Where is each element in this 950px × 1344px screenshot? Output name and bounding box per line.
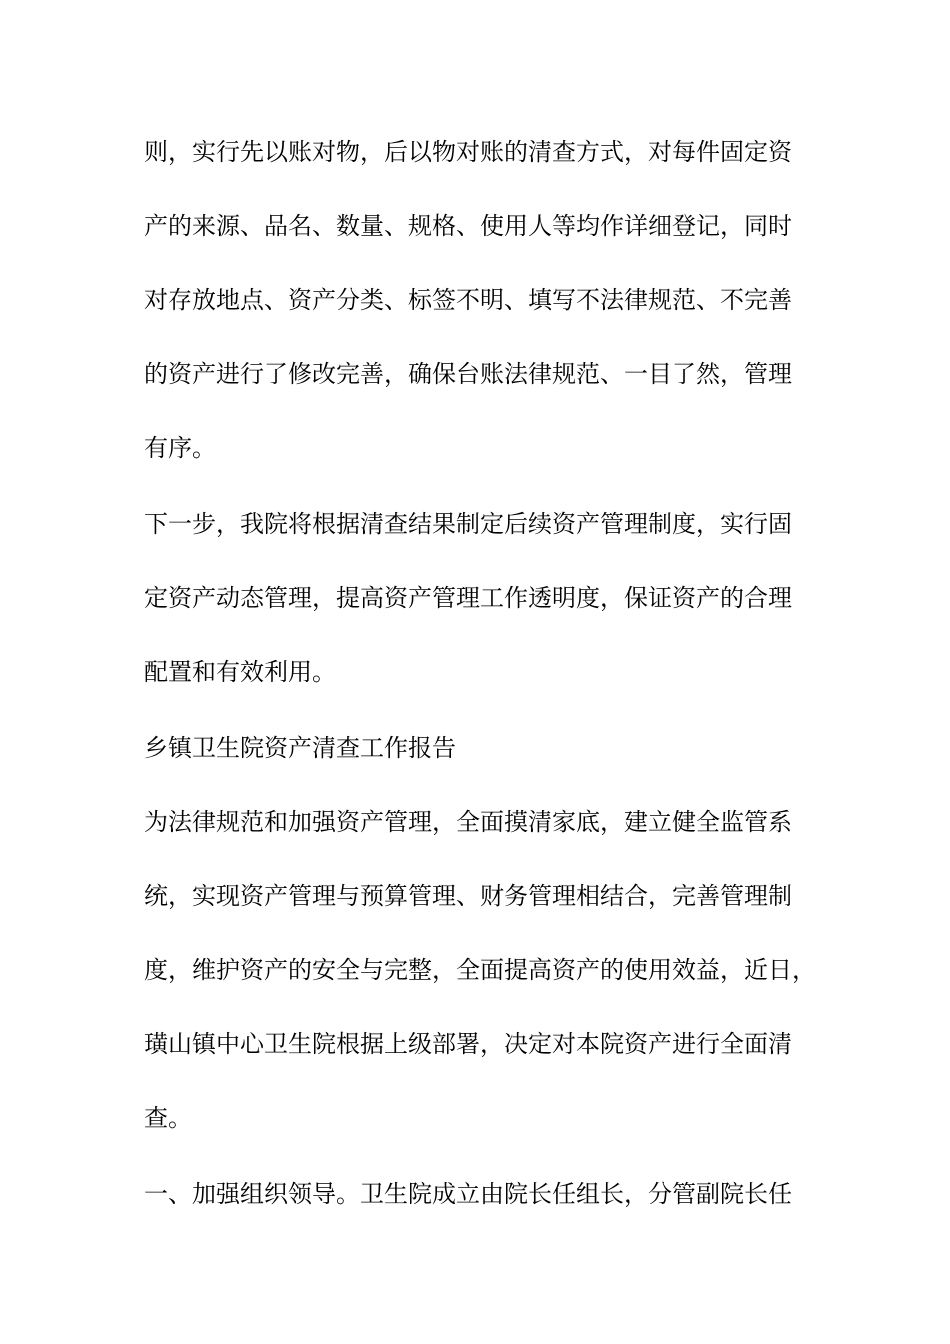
paragraph-1-line-5: 有序。 <box>144 434 216 462</box>
paragraph-3-line-1: 为法律规范和加强资产管理，全面摸清家底，建立健全监管系 <box>144 808 792 836</box>
paragraph-2-line-3: 配置和有效利用。 <box>144 658 336 686</box>
paragraph-3-line-3: 度，维护资产的安全与完整，全面提高资产的使用效益，近日， <box>144 956 816 984</box>
paragraph-3-line-4: 璜山镇中心卫生院根据上级部署，决定对本院资产进行全面清 <box>144 1030 792 1058</box>
paragraph-1-line-2: 产的来源、品名、数量、规格、使用人等均作详细登记，同时 <box>144 212 792 240</box>
paragraph-3-line-5: 查。 <box>144 1104 192 1132</box>
paragraph-4-line-1: 一、加强组织领导。卫生院成立由院长任组长，分管副院长任 <box>144 1180 792 1208</box>
paragraph-1-line-4: 的资产进行了修改完善，确保台账法律规范、一目了然，管理 <box>144 360 792 388</box>
paragraph-1-line-3: 对存放地点、资产分类、标签不明、填写不法律规范、不完善 <box>144 286 792 314</box>
paragraph-2-line-2: 定资产动态管理，提高资产管理工作透明度，保证资产的合理 <box>144 584 792 612</box>
paragraph-2-line-1: 下一步，我院将根据清查结果制定后续资产管理制度，实行固 <box>144 510 792 538</box>
paragraph-3-line-2: 统，实现资产管理与预算管理、财务管理相结合，完善管理制 <box>144 882 792 910</box>
section-title: 乡镇卫生院资产清查工作报告 <box>144 734 456 762</box>
paragraph-1-line-1: 则，实行先以账对物，后以物对账的清查方式，对每件固定资 <box>144 138 792 166</box>
